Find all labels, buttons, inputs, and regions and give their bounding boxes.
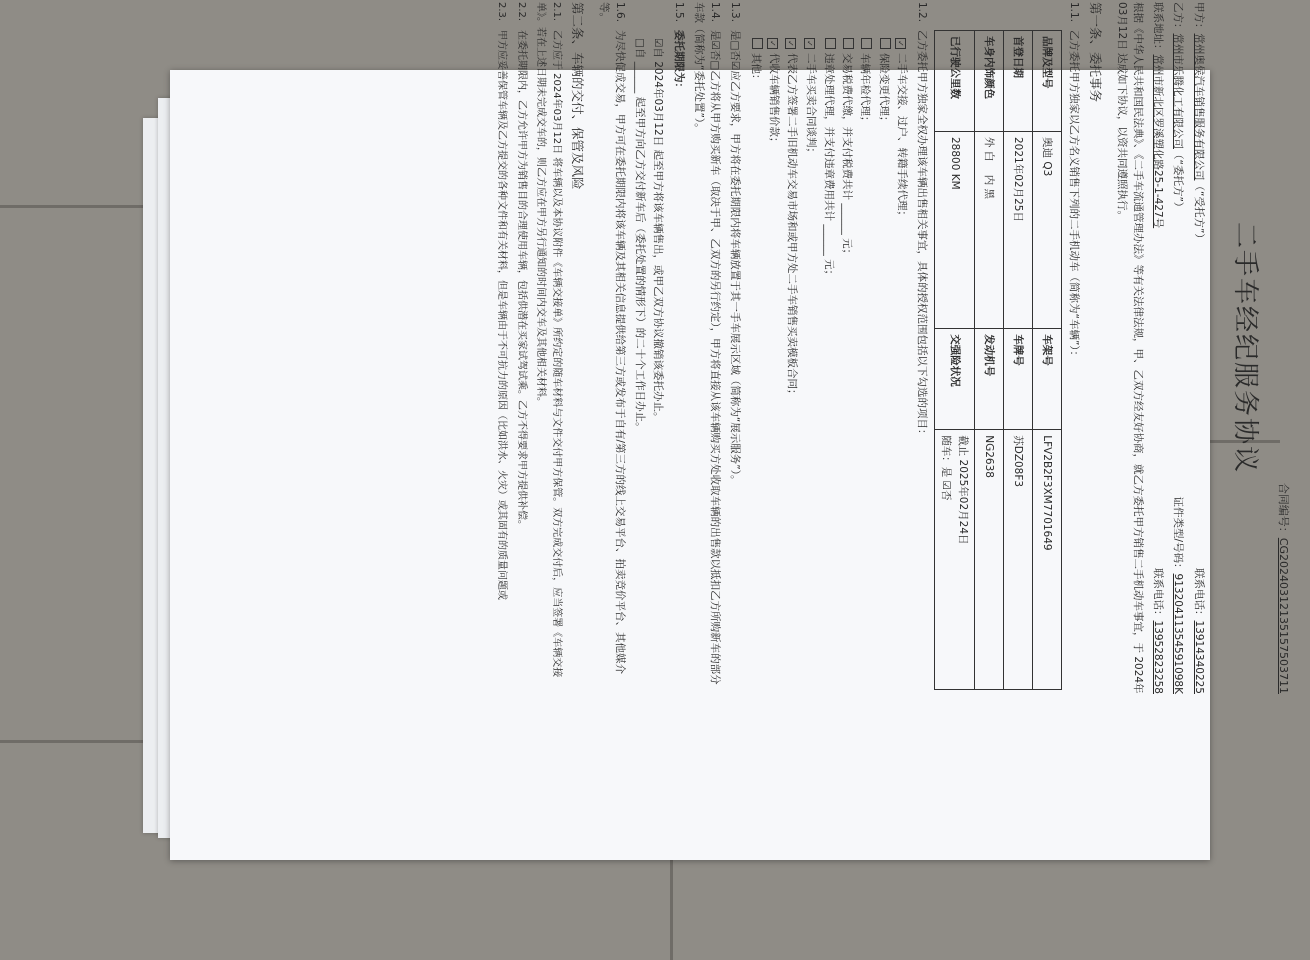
option-label: 违章处理代理，并支付违章费用共计 ______ 元；	[822, 53, 835, 281]
option-item	[802, 38, 818, 694]
preamble: 根据《中华人民共和国民法典》、《二手车流通管理办法》等有关法律法规，甲、乙双方经友好协商，就乙方委托甲方销售二手机动车事宜，于 2024年03月12日 达成如下协议，以资共同遵照执行。	[1115, 2, 1144, 694]
checkbox-icon	[861, 38, 872, 49]
party-b-address-row: 联系地址：常州市新北区罗溪塑化路25-1-427号 联系电话：13952823258	[1152, 2, 1165, 694]
option-label: 保险变更代理；	[877, 53, 890, 127]
option-label: 二手车交接、过户、转籍手续代理；	[895, 53, 908, 221]
term-option-b: □自 ______ 起至甲方向乙方交付新车后（委托处置的情形下）的二十个工作日办止。	[634, 38, 647, 433]
checked-box-icon: ✓	[767, 38, 778, 49]
clause-2-1: 2.1.乙方应于 2024年03月12日 将车辆以及本协议附件《车辆交接单》所约定的随车材料与文件交付甲方保管。双方完成交付后，应当签署《车辆交接单》。若在上述日期未完成交车的，则乙方应在甲方另行通知的时间内交车及其他相关材料。	[535, 2, 562, 678]
table-row: 已行驶公里数 28800 KM 交强险状况 截止 2025年02月24日 随车：是 ☑否	[935, 31, 975, 690]
option-item	[894, 38, 910, 694]
contract-document	[170, 2, 1290, 860]
checked-box-icon: ✓	[804, 38, 815, 49]
option-label: 二手车买卖合同谈判；	[804, 53, 817, 158]
checkbox-icon	[752, 38, 763, 49]
table-row: 车身内饰颜色 外 白 内 黑 发动机号 NG2638	[974, 31, 1003, 690]
checked-box-icon: ✓	[895, 38, 906, 49]
party-b-row: 乙方：常州市乐腾化工有限公司（“委托方”） 证件类型/号码：91320411354591098K	[1172, 2, 1185, 694]
contract-number: 合同编号：CG20240312135157503711	[1277, 482, 1290, 694]
option-label: 交易税费代缴，并支付税费共计 ______ 元；	[841, 53, 854, 260]
option-label: 代表乙方签署二手旧机动车交易市场和或甲方处二手车销售买卖模板合同；	[786, 53, 799, 400]
option-label: 车辆年检代理；	[859, 53, 872, 127]
table-row: 首登日期 2021年02月25日 车牌号 苏DZ08F3	[1003, 31, 1032, 690]
option-item	[784, 38, 800, 694]
contract-page	[270, 0, 1310, 730]
party-a-row: 甲方：常州奥侯汽车销售服务有限公司（“受托方”） 联系电话：13914340225	[1192, 2, 1205, 694]
clause-1-4: 1.4.是☑否□乙方将从甲方购买新车（取决于甲、乙双方的另行约定），甲方将直接从该车辆购买方处收取车辆的出售款以抵扣乙方所购新车的部分车款（简称为“委托处置”）。	[692, 2, 722, 685]
option-item	[857, 38, 873, 694]
option-label: 代收车辆销售价款；	[768, 53, 781, 148]
checked-box-icon: ✓	[785, 38, 796, 49]
page-title: 二手车经纪服务协议	[1229, 221, 1260, 474]
option-item	[766, 38, 782, 694]
clause-1-5: 1.5.委托期限为：	[672, 2, 685, 93]
option-item	[875, 38, 891, 694]
section-2-title: 第二条、车辆的交付、保管及风险	[570, 2, 586, 190]
clause-1-6: 1.6.为尽快促成交易，甲方可在委托期限内将该车辆及其相关信息提供给第三方或发布于自有/第三方的线上交易平台、拍卖竞价平台、其他媒介等。	[597, 2, 626, 675]
checkbox-icon	[843, 38, 854, 49]
checkbox-icon	[880, 38, 891, 49]
option-item	[748, 38, 764, 694]
floor-seam	[670, 860, 673, 960]
option-item	[839, 38, 855, 694]
option-item	[821, 38, 837, 694]
clause-2-2: 2.2.在委托期限内，乙方允许甲方为销售目的合理使用车辆，包括供潜在买家试驾试乘。乙方不得要求甲方提供补偿。	[516, 2, 527, 530]
term-option-a: ☑自 2024年03月12日 起至甲方将该车辆售出，或甲乙双方协议撤销该委托办止。	[652, 38, 665, 423]
clause-2-3: 2.3.甲方应妥善保管车辆及乙方提交的各种文件和有关材料，但是车辆由于不可抗力的原因（比如洪水、火灾）或其固有的质量问题或	[496, 2, 508, 600]
section-1-title: 第一条、委托事务	[1088, 2, 1104, 103]
clause-1-3: 1.3.是□否☑应乙方要求，甲方将在委托期限内将车辆放置于其一手车展示区域（简称为“展示服务”）。	[729, 2, 742, 486]
checkbox-icon	[825, 38, 836, 49]
clause-1-1: 1.1.乙方委托甲方独家以乙方名义销售下列的二手机动车（简称为“车辆”）：	[1067, 2, 1080, 362]
vehicle-table	[934, 30, 1062, 690]
option-label: 其他：	[749, 53, 762, 85]
table-row: 品牌及型号 奥迪 Q3 车架号 LFV2B2F3XM7701649	[1032, 31, 1061, 690]
authorization-options	[748, 2, 910, 694]
clause-1-2: 1.2.乙方委托甲方独家全权办理该车辆出售相关事宜，具体的授权范围包括以下勾选的项目：	[916, 2, 929, 440]
